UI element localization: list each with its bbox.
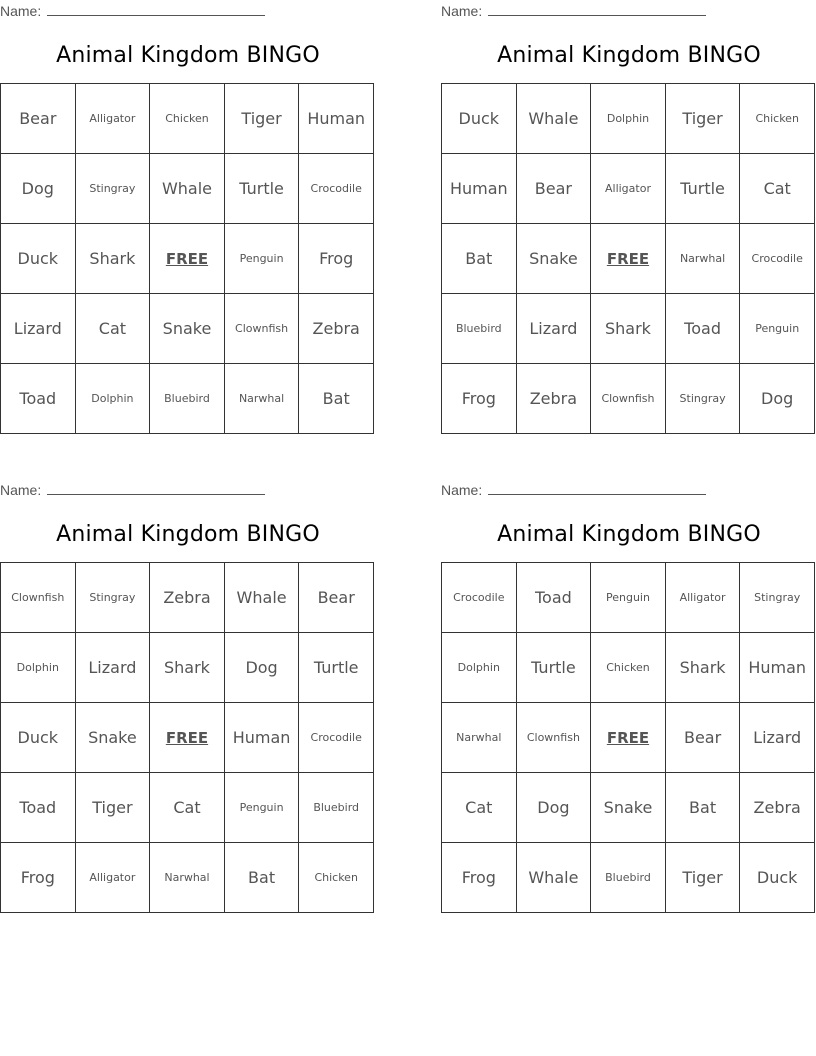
bingo-cell: Duck [1, 703, 76, 773]
bingo-cell: Dog [740, 364, 815, 434]
bingo-row [1, 224, 374, 294]
bingo-cell: Zebra [516, 364, 591, 434]
bingo-cell: Turtle [665, 154, 740, 224]
bingo-cell: Human [299, 84, 374, 154]
bingo-card-2 [441, 0, 816, 434]
name-label: Name: [441, 3, 483, 19]
bingo-cell: Dolphin [442, 633, 517, 703]
bingo-grid [0, 562, 374, 913]
bingo-cell: Clownfish [591, 364, 666, 434]
bingo-cell: Bear [1, 84, 76, 154]
bingo-cell: Cat [150, 773, 225, 843]
bingo-cell: Narwhal [665, 224, 740, 294]
bingo-cell: Tiger [75, 773, 150, 843]
bingo-cell: Cat [740, 154, 815, 224]
bingo-cell: Clownfish [1, 563, 76, 633]
bingo-row [1, 843, 374, 913]
bingo-cell: Bat [299, 364, 374, 434]
bingo-cell: Toad [1, 773, 76, 843]
name-blank-line [488, 2, 706, 16]
bingo-row [1, 154, 374, 224]
bingo-cell: Turtle [299, 633, 374, 703]
bingo-cell: Clownfish [516, 703, 591, 773]
bingo-cell: Zebra [299, 294, 374, 364]
name-blank-line [47, 2, 265, 16]
bingo-cell: Human [740, 633, 815, 703]
bingo-cell: Alligator [665, 563, 740, 633]
name-label: Name: [441, 482, 483, 498]
bingo-cell: Chicken [591, 633, 666, 703]
name-field-label [441, 481, 706, 499]
bingo-row [442, 703, 815, 773]
bingo-cell: Tiger [224, 84, 299, 154]
name-label: Name: [0, 482, 42, 498]
bingo-row [442, 154, 815, 224]
bingo-cell: Penguin [591, 563, 666, 633]
name-blank-line [47, 481, 265, 495]
bingo-cell: Snake [75, 703, 150, 773]
bingo-cell: Lizard [75, 633, 150, 703]
bingo-cell: Dolphin [1, 633, 76, 703]
bingo-cell: Shark [665, 633, 740, 703]
bingo-cell: Crocodile [299, 154, 374, 224]
bingo-cell: Tiger [665, 84, 740, 154]
bingo-row [442, 563, 815, 633]
bingo-cell: Duck [1, 224, 76, 294]
bingo-cell: Bluebird [299, 773, 374, 843]
bingo-cell: Stingray [75, 154, 150, 224]
bingo-row [442, 633, 815, 703]
bingo-cell: Lizard [740, 703, 815, 773]
bingo-row [1, 84, 374, 154]
bingo-cell: Bat [442, 224, 517, 294]
free-space-cell: FREE [591, 703, 666, 773]
bingo-cell: Dog [224, 633, 299, 703]
bingo-cell: Zebra [150, 563, 225, 633]
bingo-card-4 [441, 479, 816, 913]
bingo-cell: Cat [75, 294, 150, 364]
bingo-cell: Crocodile [299, 703, 374, 773]
bingo-cell: Bear [516, 154, 591, 224]
free-space-cell: FREE [150, 224, 225, 294]
name-blank-line [488, 481, 706, 495]
bingo-card-1 [0, 0, 376, 434]
bingo-cell: Dolphin [75, 364, 150, 434]
bingo-row [1, 773, 374, 843]
bingo-cell: Narwhal [442, 703, 517, 773]
bingo-row [1, 563, 374, 633]
bingo-cell: Chicken [740, 84, 815, 154]
bingo-row [442, 224, 815, 294]
bingo-cell: Alligator [591, 154, 666, 224]
bingo-cell: Lizard [516, 294, 591, 364]
bingo-cell: Bear [665, 703, 740, 773]
free-space-cell: FREE [591, 224, 666, 294]
bingo-cell: Human [224, 703, 299, 773]
bingo-cell: Toad [1, 364, 76, 434]
card-title: Animal Kingdom BINGO [56, 43, 320, 68]
bingo-cell: Stingray [75, 563, 150, 633]
bingo-cell: Whale [150, 154, 225, 224]
bingo-cell: Bluebird [591, 843, 666, 913]
name-field-label [0, 2, 265, 20]
bingo-cell: Cat [442, 773, 517, 843]
bingo-cell: Whale [516, 84, 591, 154]
free-space-cell: FREE [150, 703, 225, 773]
bingo-cell: Lizard [1, 294, 76, 364]
bingo-cell: Toad [665, 294, 740, 364]
bingo-row [1, 364, 374, 434]
bingo-row [442, 773, 815, 843]
bingo-cell: Crocodile [740, 224, 815, 294]
bingo-cell: Alligator [75, 843, 150, 913]
bingo-grid [441, 562, 815, 913]
bingo-grid [0, 83, 374, 434]
bingo-cell: Dolphin [591, 84, 666, 154]
bingo-cell: Chicken [299, 843, 374, 913]
bingo-cell: Penguin [224, 773, 299, 843]
bingo-cell: Alligator [75, 84, 150, 154]
name-label: Name: [0, 3, 42, 19]
bingo-cell: Toad [516, 563, 591, 633]
bingo-cell: Duck [442, 84, 517, 154]
name-field-label [441, 2, 706, 20]
bingo-cell: Bluebird [442, 294, 517, 364]
bingo-cell: Dog [516, 773, 591, 843]
bingo-row [1, 633, 374, 703]
bingo-cell: Snake [591, 773, 666, 843]
bingo-cell: Clownfish [224, 294, 299, 364]
name-field-label [0, 481, 265, 499]
bingo-row [1, 294, 374, 364]
bingo-card-3 [0, 479, 376, 913]
bingo-cell: Dog [1, 154, 76, 224]
card-title: Animal Kingdom BINGO [497, 43, 761, 68]
bingo-cell: Whale [224, 563, 299, 633]
bingo-cell: Shark [591, 294, 666, 364]
bingo-row [442, 364, 815, 434]
bingo-cell: Human [442, 154, 517, 224]
bingo-cell: Frog [1, 843, 76, 913]
bingo-cell: Duck [740, 843, 815, 913]
bingo-cell: Tiger [665, 843, 740, 913]
bingo-cell: Snake [516, 224, 591, 294]
bingo-cell: Narwhal [150, 843, 225, 913]
bingo-cell: Chicken [150, 84, 225, 154]
bingo-cell: Snake [150, 294, 225, 364]
bingo-row [442, 84, 815, 154]
bingo-cell: Crocodile [442, 563, 517, 633]
bingo-cell: Bear [299, 563, 374, 633]
bingo-cell: Turtle [224, 154, 299, 224]
bingo-row [442, 294, 815, 364]
card-title: Animal Kingdom BINGO [56, 522, 320, 547]
bingo-cell: Frog [442, 843, 517, 913]
card-title: Animal Kingdom BINGO [497, 522, 761, 547]
bingo-cell: Frog [299, 224, 374, 294]
bingo-cell: Bat [224, 843, 299, 913]
bingo-cell: Shark [75, 224, 150, 294]
bingo-row [442, 843, 815, 913]
bingo-cell: Narwhal [224, 364, 299, 434]
bingo-cell: Shark [150, 633, 225, 703]
bingo-cell: Whale [516, 843, 591, 913]
bingo-cell: Frog [442, 364, 517, 434]
bingo-cell: Penguin [224, 224, 299, 294]
bingo-cell: Stingray [740, 563, 815, 633]
bingo-cell: Stingray [665, 364, 740, 434]
bingo-grid [441, 83, 815, 434]
bingo-row [1, 703, 374, 773]
bingo-cell: Bluebird [150, 364, 225, 434]
bingo-cell: Zebra [740, 773, 815, 843]
bingo-cell: Penguin [740, 294, 815, 364]
bingo-cell: Bat [665, 773, 740, 843]
bingo-cell: Turtle [516, 633, 591, 703]
